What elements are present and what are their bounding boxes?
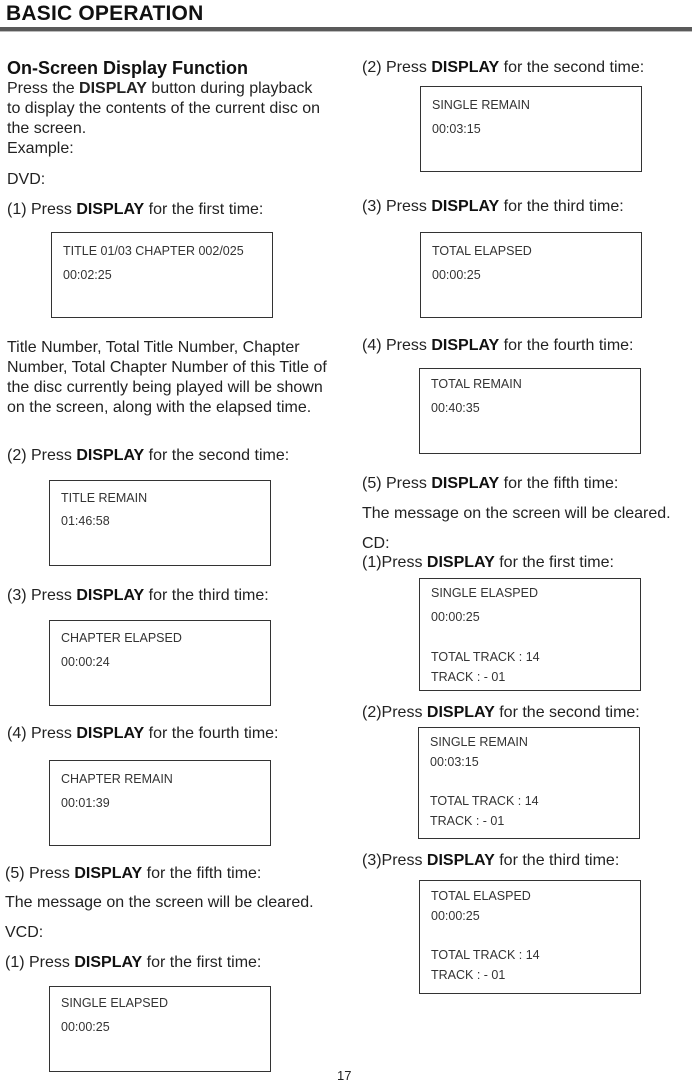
vcd-display-box-3 <box>420 232 642 318</box>
osd-line: SINGLE ELAPSED <box>61 996 168 1010</box>
dvd-step-3: (3) Press DISPLAY for the third time: <box>7 587 269 604</box>
cd-step-1: (1)Press DISPLAY for the first time: <box>362 554 614 571</box>
cd-step-2: (2)Press DISPLAY for the second time: <box>362 704 640 721</box>
osd-line: TOTAL TRACK : 14 <box>430 794 539 808</box>
osd-line: TRACK : - 01 <box>431 670 506 684</box>
dvd-step-1: (1) Press DISPLAY for the first time: <box>7 201 264 218</box>
osd-line: 00:01:39 <box>61 796 110 810</box>
dvd-display-box-3 <box>49 620 271 706</box>
osd-line: TOTAL ELASPED <box>431 889 531 903</box>
dvd-step-5: (5) Press DISPLAY for the fifth time: <box>5 865 262 882</box>
vcd-step-2: (2) Press DISPLAY for the second time: <box>362 59 645 76</box>
vcd-step-5: (5) Press DISPLAY for the fifth time: <box>362 475 619 492</box>
osd-line: 00:02:25 <box>63 268 112 282</box>
osd-line: CHAPTER REMAIN <box>61 772 173 786</box>
page-title: BASIC OPERATION <box>6 2 204 25</box>
cd-label: CD: <box>362 535 390 552</box>
osd-line: 00:03:15 <box>430 755 479 769</box>
osd-line: 00:00:25 <box>431 909 480 923</box>
osd-line: 00:00:25 <box>61 1020 110 1034</box>
osd-line: 00:40:35 <box>431 401 480 415</box>
page-header <box>0 0 692 32</box>
vcd-cleared-note: The message on the screen will be cleared. <box>362 505 671 522</box>
osd-line: 01:46:58 <box>61 514 110 528</box>
page-number: 17 <box>337 1068 352 1083</box>
osd-line: TITLE REMAIN <box>61 491 148 505</box>
osd-line: TOTAL ELAPSED <box>432 244 532 258</box>
example-label: Example: <box>7 140 74 157</box>
dvd-display-box-4 <box>49 760 271 846</box>
dvd-display-box-2 <box>49 480 271 566</box>
intro-paragraph: Press the DISPLAY button during playback to display the contents of the current disc on the screen. <box>7 80 321 137</box>
osd-line: TOTAL REMAIN <box>431 377 522 391</box>
osd-line: 00:00:25 <box>431 610 480 624</box>
vcd-display-box-2 <box>420 86 642 172</box>
dvd-explanation: Title Number, Total Title Number, Chapter Number, Total Chapter Number of this Title of the disc currently being played will be shown on the screen, along with the elapsed time. <box>7 339 327 416</box>
osd-line: 00:03:15 <box>432 122 481 136</box>
osd-line: SINGLE REMAIN <box>432 98 530 112</box>
vcd-step-3: (3) Press DISPLAY for the third time: <box>362 198 624 215</box>
vcd-display-box-4 <box>419 368 641 454</box>
cd-step-3: (3)Press DISPLAY for the third time: <box>362 852 620 869</box>
section-title: On-Screen Display Function <box>7 58 249 78</box>
dvd-cleared-note: The message on the screen will be cleared. <box>5 894 314 911</box>
osd-line: TITLE 01/03 CHAPTER 002/025 <box>63 244 244 258</box>
dvd-step-4: (4) Press DISPLAY for the fourth time: <box>7 725 279 742</box>
cd-display-box-2 <box>418 727 640 839</box>
osd-line: TOTAL TRACK : 14 <box>431 650 540 664</box>
osd-line: 00:00:25 <box>432 268 481 282</box>
header-rule-thin <box>0 31 692 32</box>
osd-line: 00:00:24 <box>61 655 110 669</box>
vcd-display-box-1 <box>49 986 271 1072</box>
vcd-step-4: (4) Press DISPLAY for the fourth time: <box>362 337 634 354</box>
osd-line: CHAPTER ELAPSED <box>61 631 182 645</box>
dvd-label: DVD: <box>7 171 46 188</box>
dvd-step-2: (2) Press DISPLAY for the second time: <box>7 447 290 464</box>
dvd-display-box-1 <box>51 232 273 318</box>
osd-line: TRACK : - 01 <box>431 968 506 982</box>
osd-line: TOTAL TRACK : 14 <box>431 948 540 962</box>
osd-line: TRACK : - 01 <box>430 814 505 828</box>
osd-line: SINGLE ELASPED <box>431 586 538 600</box>
vcd-label: VCD: <box>5 924 44 941</box>
vcd-step-1: (1) Press DISPLAY for the first time: <box>5 954 262 971</box>
cd-display-box-3 <box>419 880 641 994</box>
cd-display-box-1 <box>419 578 641 691</box>
osd-line: SINGLE REMAIN <box>430 735 528 749</box>
